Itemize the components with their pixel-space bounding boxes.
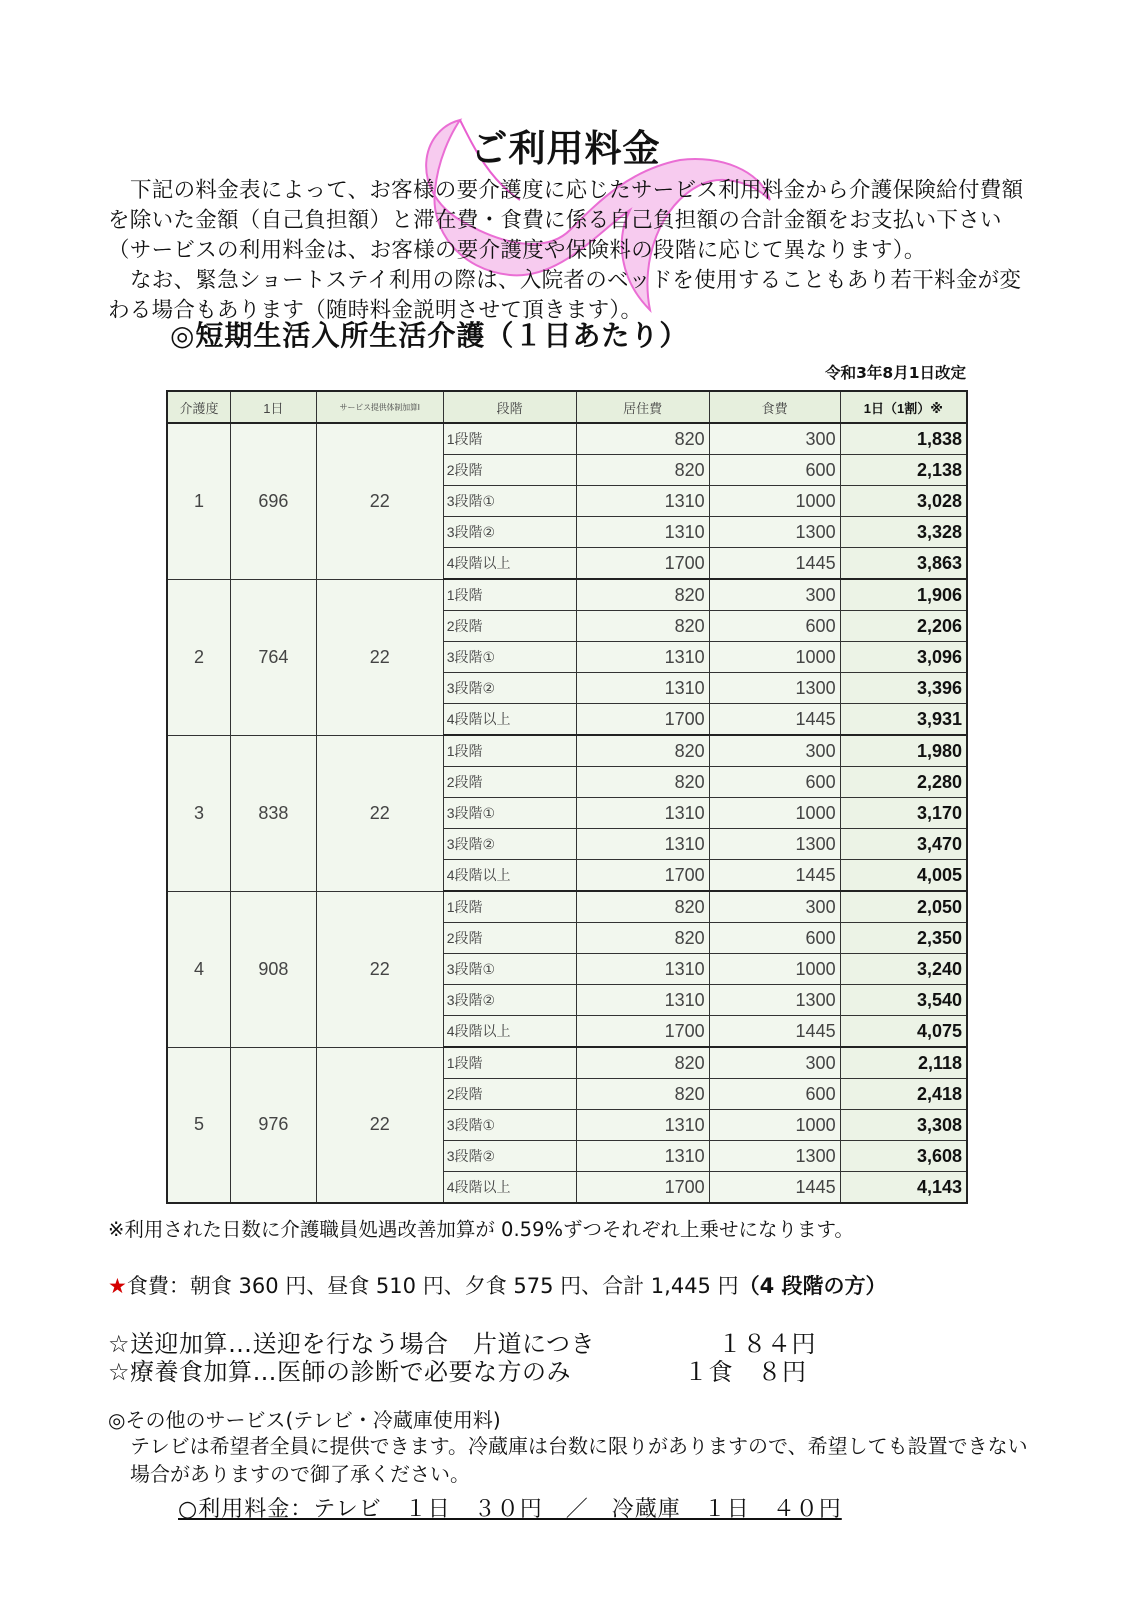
total-cell: 4,143 [840, 1172, 967, 1204]
housing-cell: 1700 [576, 1016, 709, 1048]
food-cell: 300 [709, 579, 840, 611]
total-cell: 3,096 [840, 642, 967, 673]
housing-cell: 1700 [576, 704, 709, 736]
total-cell: 3,170 [840, 798, 967, 829]
stage-cell: 3段階① [443, 1110, 576, 1141]
total-cell: 1,980 [840, 735, 967, 767]
total-cell: 3,308 [840, 1110, 967, 1141]
table-row [167, 735, 967, 767]
food-cell: 1000 [709, 1110, 840, 1141]
stage-cell: 4段階以上 [443, 1016, 576, 1048]
food-cell: 600 [709, 455, 840, 486]
header-day: 1日 [230, 391, 316, 423]
total-cell: 2,118 [840, 1047, 967, 1079]
addition-label: ☆送迎加算…送迎を行なう場合 片道につき [108, 1330, 596, 1358]
intro-paragraph-2: なお、緊急ショートステイ利用の際は、入院者のベッドを使用することもあり若干料金が変わる場合もあります（随時料金説明させて頂きます）。 [108, 268, 1022, 323]
total-cell: 2,280 [840, 767, 967, 798]
stage-cell: 3段階① [443, 486, 576, 517]
total-cell: 3,328 [840, 517, 967, 548]
stage-cell: 4段階以上 [443, 704, 576, 736]
stage-cell: 2段階 [443, 455, 576, 486]
food-cell: 1300 [709, 673, 840, 704]
housing-cell: 1310 [576, 673, 709, 704]
housing-cell: 820 [576, 1079, 709, 1110]
intro-text [108, 176, 1038, 326]
total-cell: 3,028 [840, 486, 967, 517]
food-cell: 600 [709, 923, 840, 954]
total-cell: 1,838 [840, 423, 967, 455]
total-cell: 4,075 [840, 1016, 967, 1048]
housing-cell: 1310 [576, 1110, 709, 1141]
table-row [167, 1047, 967, 1079]
food-cell: 600 [709, 1079, 840, 1110]
header-service-addition: サービス提供体制加算Ⅰ [316, 391, 443, 423]
addition-cell: 22 [316, 579, 443, 735]
housing-cell: 1310 [576, 798, 709, 829]
other-services-title: ◎その他のサービス(テレビ・冷蔵庫使用料) [108, 1408, 501, 1432]
addition-cell: 22 [316, 423, 443, 579]
total-cell: 2,050 [840, 891, 967, 923]
total-cell: 3,240 [840, 954, 967, 985]
star-icon: ★ [108, 1274, 127, 1298]
meal-note: （4 段階の方） [738, 1274, 887, 1298]
housing-cell: 820 [576, 923, 709, 954]
total-cell: 4,005 [840, 860, 967, 892]
day-fee-cell: 976 [230, 1047, 316, 1203]
day-fee-cell: 764 [230, 579, 316, 735]
addition-cell: 22 [316, 735, 443, 891]
other-services-description: テレビは希望者全員に提供できます。冷蔵庫は台数に限りがありますので、希望しても設置できない場合がありますので御了承ください。 [130, 1434, 1028, 1486]
food-cell: 1300 [709, 517, 840, 548]
header-housing: 居住費 [576, 391, 709, 423]
header-food: 食費 [709, 391, 840, 423]
food-cell: 1000 [709, 642, 840, 673]
stage-cell: 3段階① [443, 954, 576, 985]
food-cell: 300 [709, 1047, 840, 1079]
housing-cell: 1700 [576, 548, 709, 580]
stage-cell: 3段階② [443, 829, 576, 860]
page-title: ご利用料金 [470, 127, 661, 170]
total-cell: 2,418 [840, 1079, 967, 1110]
table-row [167, 579, 967, 611]
housing-cell: 1310 [576, 517, 709, 548]
stage-cell: 2段階 [443, 1079, 576, 1110]
note-text: ※利用された日数に介護職員処遇改善加算が 0.59%ずつそれぞれ上乗せになります。 [108, 1218, 854, 1241]
food-cell: 1445 [709, 1172, 840, 1204]
housing-cell: 820 [576, 579, 709, 611]
total-cell: 3,470 [840, 829, 967, 860]
food-cell: 1000 [709, 486, 840, 517]
stage-cell: 3段階① [443, 642, 576, 673]
housing-cell: 820 [576, 455, 709, 486]
day-fee-cell: 838 [230, 735, 316, 891]
housing-cell: 820 [576, 735, 709, 767]
care-level-cell: 1 [167, 423, 230, 579]
stage-cell: 1段階 [443, 579, 576, 611]
total-cell: 3,608 [840, 1141, 967, 1172]
stage-cell: 2段階 [443, 767, 576, 798]
addition-row-therapeutic-meal [108, 1352, 807, 1387]
addition-amount: １食 ８円 [684, 1358, 807, 1386]
header-stage: 段階 [443, 391, 576, 423]
care-level-cell: 5 [167, 1047, 230, 1203]
food-cell: 1000 [709, 954, 840, 985]
stage-cell: 3段階① [443, 798, 576, 829]
total-cell: 3,863 [840, 548, 967, 580]
total-cell: 2,206 [840, 611, 967, 642]
housing-cell: 820 [576, 423, 709, 455]
total-cell: 1,906 [840, 579, 967, 611]
meal-text: 食費：朝食 360 円、昼食 510 円、夕食 575 円、合計 1,445 円 [126, 1274, 739, 1298]
stage-cell: 1段階 [443, 1047, 576, 1079]
stage-cell: 4段階以上 [443, 548, 576, 580]
total-cell: 3,540 [840, 985, 967, 1016]
food-cell: 1445 [709, 548, 840, 580]
section-title: ◎短期生活入所生活介護（１日あたり） [170, 319, 689, 352]
housing-cell: 1700 [576, 1172, 709, 1204]
food-cell: 300 [709, 735, 840, 767]
food-cell: 300 [709, 891, 840, 923]
stage-cell: 1段階 [443, 423, 576, 455]
food-cell: 1445 [709, 704, 840, 736]
stage-cell: 3段階② [443, 673, 576, 704]
total-cell: 2,138 [840, 455, 967, 486]
food-cell: 1300 [709, 829, 840, 860]
day-fee-cell: 908 [230, 891, 316, 1047]
food-cell: 1300 [709, 1141, 840, 1172]
housing-cell: 1310 [576, 486, 709, 517]
food-cell: 600 [709, 611, 840, 642]
stage-cell: 3段階② [443, 985, 576, 1016]
housing-cell: 1310 [576, 1141, 709, 1172]
food-cell: 600 [709, 767, 840, 798]
stage-cell: 4段階以上 [443, 860, 576, 892]
housing-cell: 1310 [576, 642, 709, 673]
addition-label: ☆療養食加算…医師の診断で必要な方のみ [108, 1358, 572, 1386]
total-cell: 3,396 [840, 673, 967, 704]
housing-cell: 1310 [576, 829, 709, 860]
revision-date: 令和3年8月1日改定 [825, 364, 966, 382]
food-cell: 1445 [709, 1016, 840, 1048]
housing-cell: 1310 [576, 954, 709, 985]
fee-table [166, 390, 968, 1204]
header-total: 1日（1割）※ [840, 391, 967, 423]
total-cell: 2,350 [840, 923, 967, 954]
care-level-cell: 3 [167, 735, 230, 891]
stage-cell: 1段階 [443, 891, 576, 923]
housing-cell: 1700 [576, 860, 709, 892]
housing-cell: 820 [576, 891, 709, 923]
intro-paragraph-1: 下記の料金表によって、お客様の要介護度に応じたサービス利用料金から介護保険給付費額を除いた金額（自己負担額）と滞在費・食費に係る自己負担額の合計金額をお支払い下さい（サービスの利用料金は、お客様の要介護度や保険料の段階に応じて異なります）。 [108, 178, 1024, 263]
stage-cell: 3段階② [443, 1141, 576, 1172]
food-cell: 1300 [709, 985, 840, 1016]
care-level-cell: 4 [167, 891, 230, 1047]
meal-line [108, 1270, 887, 1300]
housing-cell: 820 [576, 611, 709, 642]
food-cell: 300 [709, 423, 840, 455]
food-cell: 1000 [709, 798, 840, 829]
care-level-cell: 2 [167, 579, 230, 735]
stage-cell: 3段階② [443, 517, 576, 548]
addition-cell: 22 [316, 1047, 443, 1203]
stage-cell: 2段階 [443, 611, 576, 642]
housing-cell: 1310 [576, 985, 709, 1016]
table-row [167, 423, 967, 455]
food-cell: 1445 [709, 860, 840, 892]
table-row [167, 891, 967, 923]
total-cell: 3,931 [840, 704, 967, 736]
other-services-price: ○利用料金：テレビ １日 ３０円 ／ 冷蔵庫 １日 ４０円 [178, 1497, 842, 1522]
stage-cell: 1段階 [443, 735, 576, 767]
addition-amount: １８４円 [718, 1330, 816, 1358]
housing-cell: 820 [576, 767, 709, 798]
stage-cell: 2段階 [443, 923, 576, 954]
day-fee-cell: 696 [230, 423, 316, 579]
addition-cell: 22 [316, 891, 443, 1047]
housing-cell: 820 [576, 1047, 709, 1079]
stage-cell: 4段階以上 [443, 1172, 576, 1204]
table-header-row [167, 391, 967, 423]
header-care-level: 介護度 [167, 391, 230, 423]
